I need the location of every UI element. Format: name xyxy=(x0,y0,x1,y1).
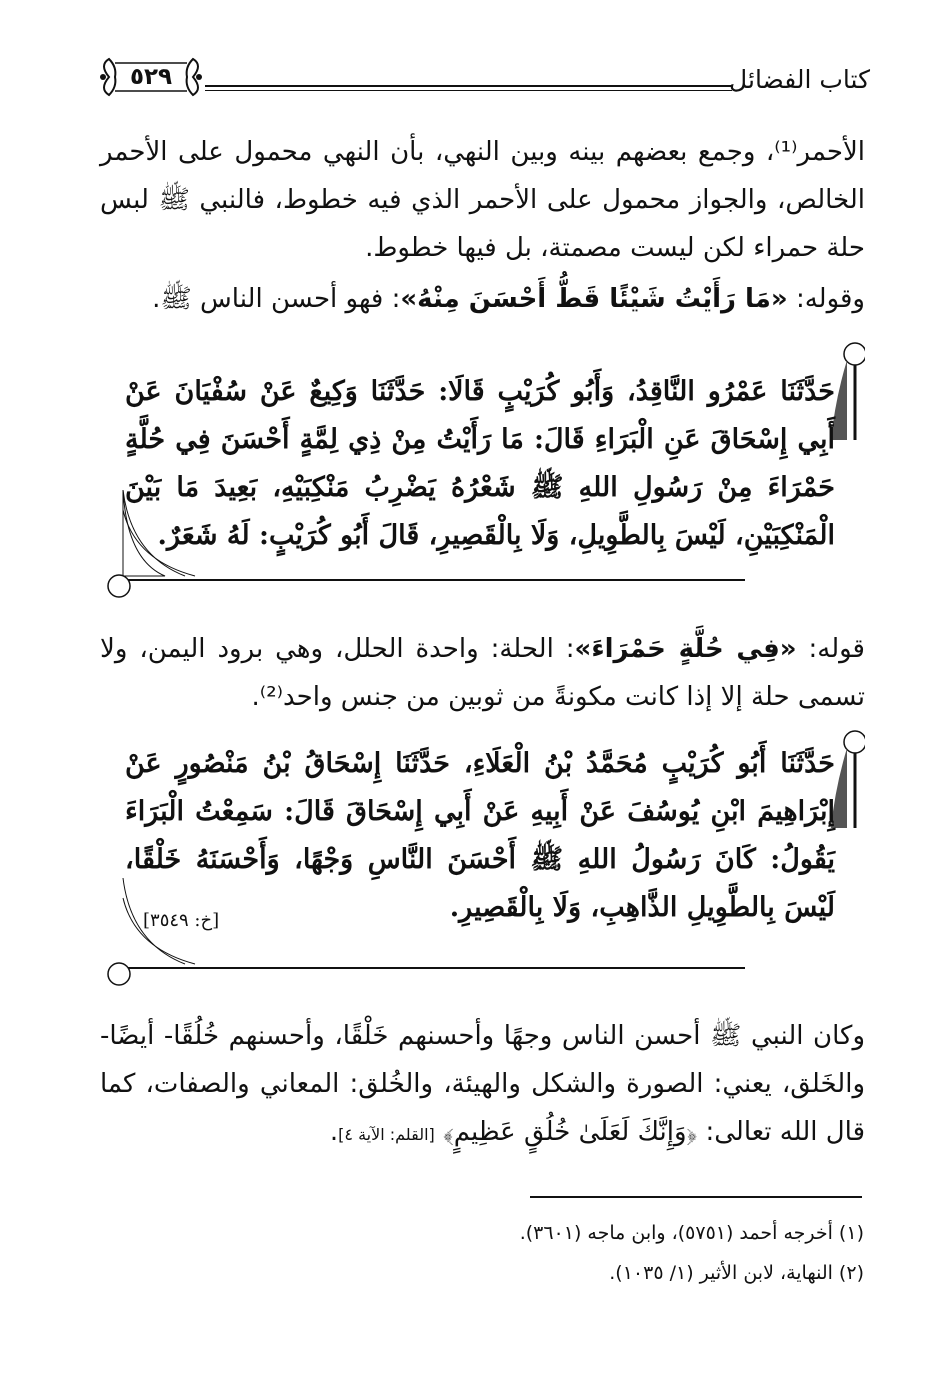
header-rule-thin xyxy=(205,90,732,91)
hadith-2-reference: [خ: ٣٥٤٩] xyxy=(143,910,220,931)
hadith-2-text: حَدَّثَنَا أَبُو كُرَيْبٍ مُحَمَّدُ بْنُ الْعَلَاءِ، حَدَّثَنَا إِسْحَاقُ بْنُ مَنْصُورٍ عَنْ إِبْرَاهِيمَ ابْنِ يُوسُفَ عَنْ أَبِيهِ عَنْ أَبِي إِسْحَاقَ قَالَ: سَمِعْتُ الْبَرَاءَ يَقُولُ: كَانَ رَسُولُ اللهِ ﷺ أَحْسَنَ النَّاسِ وَجْهًا، وَأَحْسَنَهُ خَلْقًا، لَيْسَ بِالطَّوِيلِ الذَّاهِبِ، وَلَا بِالْقَصِيرِ. xyxy=(125,748,835,923)
paragraph-1: الأحمر⁽¹⁾، وجمع بعضهم بينه وبين النهي، بأن النهي محمول على الأحمر الخالص، والجواز محمول على الأحمر الذي فيه خطوط، فالنبي ﷺ لبس حلة حمراء لكن ليست مصمتة، بل فيها خطوط. xyxy=(100,137,865,263)
paragraph-4 xyxy=(100,1012,865,1159)
para2-prefix: وقوله: xyxy=(787,284,865,314)
paragraph-3 xyxy=(100,625,865,721)
para2-quote: «مَا رَأَيْتُ شَيْئًا قَطُّ أَحْسَنَ مِنْهُ» xyxy=(400,284,788,314)
page-number: ٥٢٩ xyxy=(129,64,173,90)
para3-suffix: : الحلة: واحدة الحلل، وهي برود اليمن، ولا تسمى حلة إلا إذا كانت مكونةً من ثوبين من جنس واحد⁽²⁾. xyxy=(100,634,865,712)
footnote-rule xyxy=(530,1196,862,1198)
hadith-box-2 xyxy=(105,728,865,990)
header-rule xyxy=(205,85,732,87)
para4-text: وكان النبي ﷺ أحسن الناس وجهًا وأحسنهم خَلْقًا، وأحسنهم خُلُقًا- أيضًا- والخَلق، يعني: الصورة والشكل والهيئة، والخُلق: المعاني والصفات، كما قال الله تعالى: ﴿وَإِنَّكَ لَعَلَىٰ خُلُقٍ عَظِيمٍ﴾ xyxy=(100,1021,865,1147)
para4-end: . xyxy=(329,1117,339,1147)
footnote-1: (١) أخرجه أحمد (٥٧٥١)، وابن ماجه (٣٦٠١). xyxy=(519,1222,864,1244)
book-title: كتاب الفضائل xyxy=(729,65,870,94)
para2-suffix: : فهو أحسن الناس ﷺ. xyxy=(152,284,401,314)
para3-prefix: قوله: xyxy=(796,634,865,664)
hadith-box-1 xyxy=(105,340,865,600)
footnote-2: (٢) النهاية، لابن الأثير (١/ ١٠٣٥). xyxy=(609,1262,864,1284)
page-header xyxy=(95,55,870,105)
ayah-reference: [القلم: الآية ٤] xyxy=(338,1125,435,1144)
hadith-1-text: حَدَّثَنَا عَمْرُو النَّاقِدُ، وَأَبُو كُرَيْبٍ قَالَا: حَدَّثَنَا وَكِيعٌ عَنْ سُفْيَانَ عَنْ أَبِي إِسْحَاقَ عَنِ الْبَرَاءِ قَالَ: مَا رَأَيْتُ مِنْ ذِي لِمَّةٍ أَحْسَنَ فِي حُلَّةٍ حَمْرَاءَ مِنْ رَسُولِ اللهِ ﷺ شَعْرُهُ يَضْرِبُ مَنْكِبَيْهِ، بَعِيدَ مَا بَيْنَ الْمَنْكِبَيْنِ، لَيْسَ بِالطَّوِيلِ، وَلَا بِالْقَصِيرِ، قَالَ أَبُو كُرَيْبٍ: لَهُ شَعَرٌ. xyxy=(125,376,835,551)
para3-quote: «فِي حُلَّةٍ حَمْرَاءَ» xyxy=(574,634,797,664)
paragraph-2 xyxy=(100,275,865,323)
